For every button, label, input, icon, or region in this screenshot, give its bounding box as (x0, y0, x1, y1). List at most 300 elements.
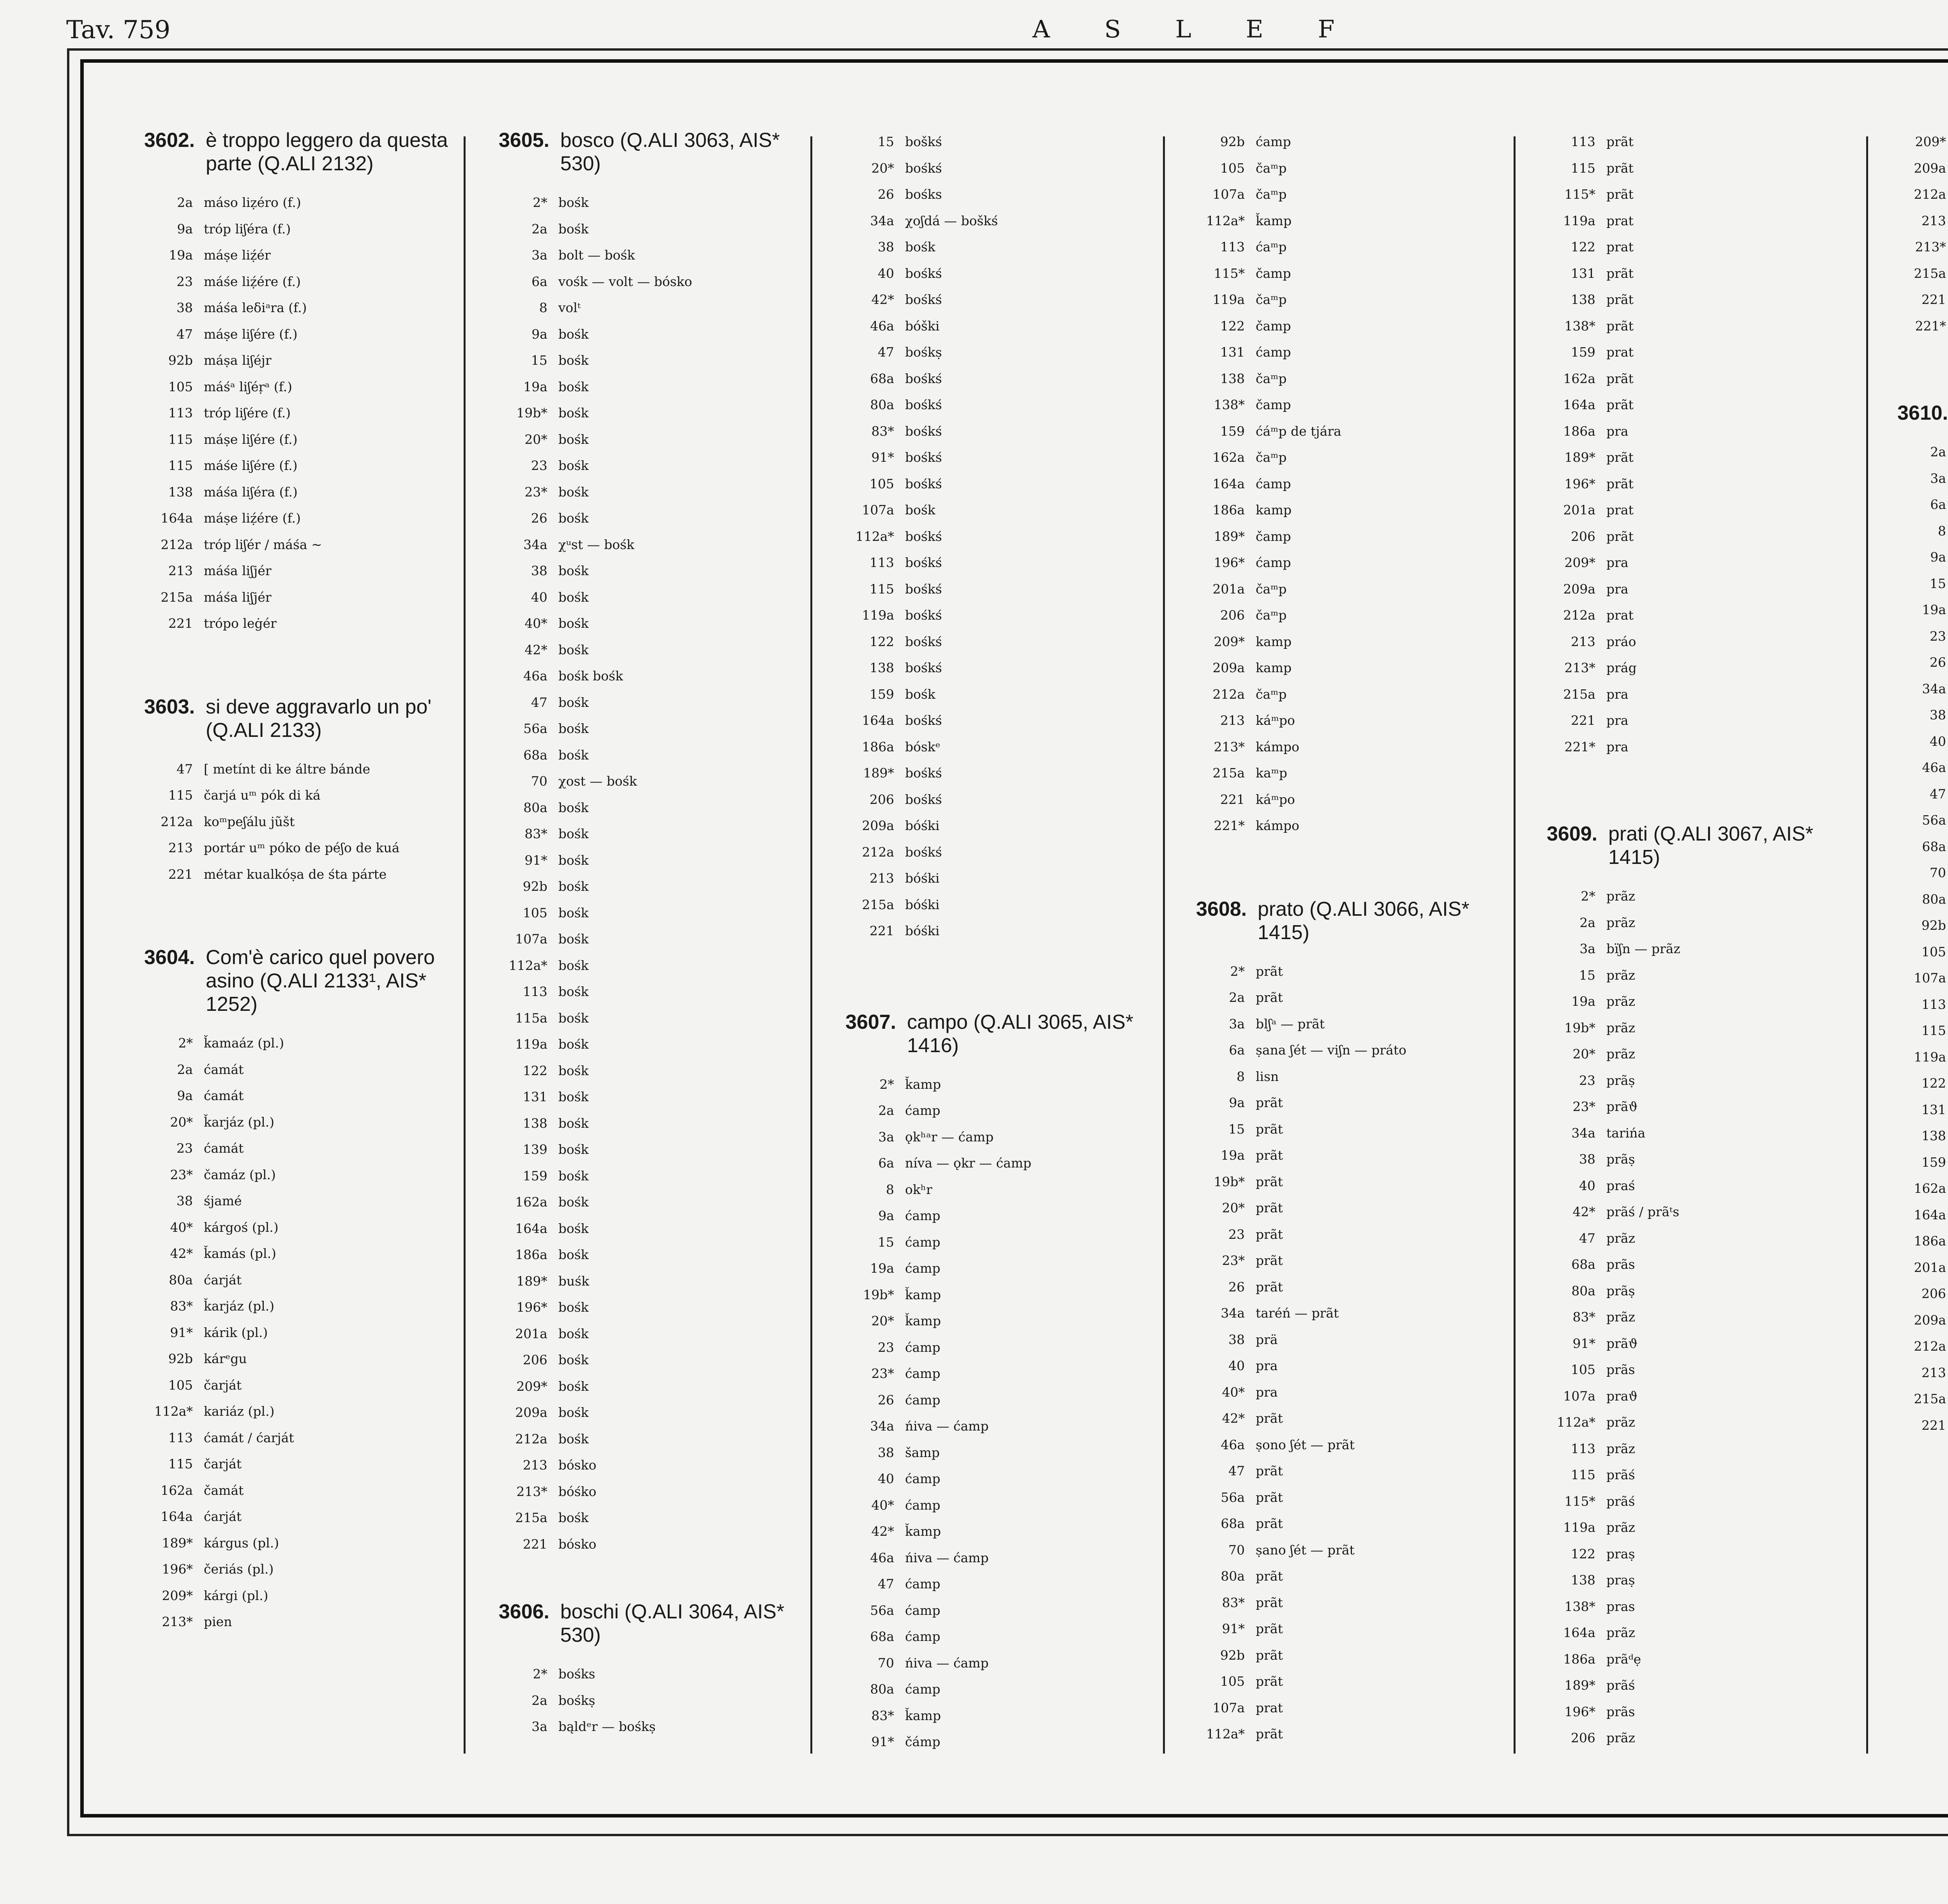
entry-row (144, 1188, 448, 1214)
locality-code: 47 (531, 694, 547, 710)
entry-row (1196, 1300, 1504, 1326)
locality-code: 186a (1563, 1651, 1595, 1667)
entry-row (1547, 1041, 1854, 1067)
entry-row (1547, 1593, 1854, 1620)
dialect-form: bośkś (905, 634, 942, 649)
entry-row (144, 374, 448, 400)
dialect-form: bośkś (905, 608, 942, 623)
dialect-form: bośkś (905, 581, 942, 597)
locality-code: 40* (170, 1219, 193, 1235)
entry-row (845, 918, 1153, 944)
dialect-form: máśa liʃjér (204, 563, 272, 578)
entry-row (144, 1319, 448, 1346)
entry-row (1547, 707, 1854, 734)
locality-code: 159 (1571, 344, 1595, 360)
dialect-form: prãt (1256, 1489, 1283, 1505)
entry-row (845, 1518, 1153, 1545)
locality-code: 115 (1571, 1467, 1595, 1482)
dialect-form: bośk (558, 379, 589, 394)
locality-code: 83* (1222, 1595, 1245, 1610)
dialect-form: prãᵈẹ (1606, 1651, 1641, 1667)
dialect-form: ćamp (905, 1602, 940, 1618)
locality-code: 105 (168, 379, 193, 394)
entry-row (499, 900, 803, 926)
locality-code: 113 (168, 405, 193, 420)
dialect-form: máṣe liẓ́ér (204, 247, 271, 263)
entry-list (1547, 883, 1854, 1751)
locality-code: 164a (161, 1509, 193, 1524)
locality-code: 2* (533, 1666, 547, 1681)
entry-row (499, 268, 803, 295)
dialect-form: prãt (1256, 1121, 1283, 1137)
locality-code: 159 (1922, 1154, 1946, 1170)
locality-code: 196* (162, 1561, 193, 1577)
section-heading (144, 946, 448, 1016)
entry-row (1196, 602, 1504, 629)
section-heading (845, 1010, 1153, 1057)
dialect-form: bośk (558, 1168, 589, 1183)
dialect-form: bośk (558, 1431, 589, 1447)
dialect-form: prãt (1606, 160, 1634, 176)
locality-code: 138 (1922, 1128, 1946, 1143)
locality-code: 19b* (516, 405, 547, 420)
dialect-form: prãt (1256, 1568, 1283, 1584)
locality-code: 115 (1571, 160, 1595, 176)
entry-row (144, 1109, 448, 1136)
dialect-form: bośk (558, 431, 589, 447)
locality-code: 122 (1922, 1076, 1946, 1091)
entry-row (845, 392, 1153, 418)
section-title: prato (Q.ALI 3066, AIS* 1415) (1258, 897, 1470, 944)
column-3 (845, 129, 1153, 1755)
entry-row (1897, 1254, 1948, 1281)
entry-row (1547, 260, 1854, 287)
locality-code: 56a (523, 721, 547, 736)
entry-row (1897, 491, 1948, 518)
dialect-form: ćamp (905, 1234, 940, 1250)
entry-row (1897, 260, 1948, 287)
locality-code: 162a (161, 1482, 193, 1498)
dialect-form: bośkṣ (558, 1692, 595, 1708)
entry-row (845, 208, 1153, 234)
locality-code: 201a (1212, 581, 1245, 597)
dialect-form: prat (1606, 213, 1634, 228)
entry-row (144, 426, 448, 453)
locality-code: 209a (1914, 160, 1946, 176)
locality-code: 138* (1564, 318, 1595, 334)
locality-code: 19a (523, 379, 547, 394)
entry-row (1897, 860, 1948, 886)
entry-row (845, 1150, 1153, 1176)
locality-code: 131 (1220, 344, 1245, 360)
dialect-form: káᵐpo (1256, 791, 1295, 807)
locality-code: 40* (871, 1497, 894, 1513)
dialect-form: prat (1256, 1700, 1283, 1715)
locality-code: 213* (516, 1484, 547, 1499)
locality-code: 34a (870, 1418, 894, 1434)
dialect-form: máśe liẓ́ére (f.) (204, 274, 301, 289)
dialect-form: bośk (558, 1378, 589, 1394)
dialect-form: prãz (1606, 1625, 1635, 1640)
locality-code: 164a (862, 713, 894, 728)
entry-row (1196, 1221, 1504, 1248)
locality-code: 23 (176, 1141, 193, 1156)
dialect-form: bośk (558, 405, 589, 420)
dialect-form: kárgi (pl.) (204, 1588, 268, 1603)
locality-code: 46a (1221, 1437, 1245, 1452)
section-title: Com'è carico quel povero asino (Q.ALI 2133¹, AIS* 1252) (206, 946, 435, 1016)
locality-code: 215a (1212, 765, 1245, 781)
section-3608-continued (1547, 129, 1854, 760)
dialect-form: prãt (1256, 963, 1283, 979)
locality-code: 112a* (1206, 1726, 1245, 1742)
entry-row (499, 532, 803, 558)
entry-row (1196, 234, 1504, 260)
dialect-form: pra (1606, 739, 1629, 754)
entry-row (1897, 623, 1948, 650)
entry-row (144, 1162, 448, 1188)
locality-code: 20* (170, 1114, 193, 1130)
locality-code: 20* (1572, 1046, 1595, 1062)
dialect-form: kariáz (pl.) (204, 1404, 275, 1419)
entry-row (144, 584, 448, 611)
section-number: 3610. (1897, 402, 1948, 424)
locality-code: 115 (168, 1456, 193, 1471)
section-number: 3605. (499, 129, 550, 152)
locality-code: 221 (870, 923, 894, 938)
dialect-form: ćamp (905, 1208, 940, 1223)
entry-row (1897, 129, 1948, 155)
dialect-form: koᵐpeʃálu jũšt (204, 814, 295, 829)
entry-row (1897, 939, 1948, 965)
locality-code: 201a (1914, 1259, 1946, 1275)
entry-row (845, 576, 1153, 602)
dialect-form: máṣa liʃéjr (204, 353, 272, 368)
dialect-form: prãz (1606, 1020, 1635, 1035)
entry-row (845, 1650, 1153, 1676)
locality-code: 91* (871, 1734, 894, 1749)
entry-row (499, 1505, 803, 1531)
locality-code: 80a (1922, 891, 1946, 907)
locality-code: 91* (1222, 1621, 1245, 1636)
entry-row (1547, 1251, 1854, 1278)
entry-row (499, 663, 803, 689)
entry-row (1196, 812, 1504, 839)
locality-code: 105 (168, 1377, 193, 1393)
locality-code: 15 (1228, 1121, 1245, 1137)
locality-code: 23* (1222, 1253, 1245, 1268)
dialect-form: bośk (558, 1063, 589, 1078)
locality-code: 115 (168, 431, 193, 447)
dialect-form: šamp (905, 1445, 940, 1460)
dialect-form: praś (1606, 1178, 1635, 1193)
entry-row (1196, 1510, 1504, 1537)
locality-code: 40 (1930, 733, 1946, 749)
locality-code: 19a (1922, 602, 1946, 617)
dialect-form: bośk (558, 1247, 589, 1262)
dialect-form: prãt (1256, 1174, 1283, 1189)
dialect-form: prãz (1606, 888, 1635, 904)
entry-row (1196, 1695, 1504, 1721)
locality-code: 164a (1212, 476, 1245, 491)
locality-code: 46a (523, 668, 547, 684)
locality-code: 119a (1914, 1049, 1946, 1065)
entry-row (845, 1623, 1153, 1650)
column-4 (1196, 129, 1504, 1747)
locality-code: 113 (870, 555, 894, 570)
locality-code: 6a (1930, 497, 1946, 512)
locality-code: 15 (1579, 967, 1595, 983)
entry-row (1897, 1097, 1948, 1123)
entry-row (1196, 1116, 1504, 1143)
locality-code: 20* (524, 431, 547, 447)
entry-row (144, 861, 448, 888)
locality-code: 107a (515, 931, 547, 947)
locality-code: 186a (1563, 423, 1595, 439)
dialect-form: bośk (558, 826, 589, 841)
locality-code: 186a (515, 1247, 547, 1262)
dialect-form: ćarját (204, 1272, 242, 1288)
entry-row (1897, 155, 1948, 182)
entry-row (1897, 208, 1948, 234)
dialect-form: χᵘst — bośk (558, 537, 635, 552)
locality-code: 159 (870, 686, 894, 702)
dialect-form: ćamp (1256, 555, 1291, 570)
entry-row (1547, 339, 1854, 366)
entry-row (845, 1071, 1153, 1098)
entry-row (1196, 1458, 1504, 1484)
dialect-form: ćamp (905, 1339, 940, 1355)
dialect-form: čeriás (pl.) (204, 1561, 274, 1577)
dialect-form: bośk (558, 879, 589, 894)
locality-code: 215a (1914, 1391, 1946, 1406)
locality-code: 209* (516, 1378, 547, 1394)
dialect-form: prãt (1256, 1095, 1283, 1110)
locality-code: 83* (170, 1298, 193, 1314)
locality-code: 186a (862, 739, 894, 754)
dialect-form: bośkś (905, 476, 942, 491)
dialect-form: bośk (558, 642, 589, 657)
entry-list (499, 1661, 803, 1740)
entry-row (845, 234, 1153, 260)
entry-row (1196, 1090, 1504, 1116)
entry-row (499, 873, 803, 900)
locality-code: 2* (533, 195, 547, 210)
locality-code: 189* (1564, 1678, 1595, 1693)
entry-row (499, 374, 803, 400)
locality-code: 92b (1220, 1647, 1245, 1663)
dialect-form: okʰr (905, 1182, 932, 1197)
locality-code: 80a (169, 1272, 193, 1288)
entry-row (845, 760, 1153, 786)
dialect-form: pra (1606, 555, 1629, 570)
column-divider (1866, 136, 1868, 1754)
dialect-form: prãz (1606, 915, 1635, 930)
locality-code: 221 (168, 616, 193, 631)
dialect-form: práo (1606, 634, 1636, 649)
locality-code: 8 (1938, 523, 1946, 539)
entry-row (845, 523, 1153, 550)
dialect-form: prãt (1606, 371, 1634, 386)
entry-row (845, 602, 1153, 629)
locality-code: 159 (1220, 423, 1245, 439)
entry-row (1897, 702, 1948, 728)
dialect-form: bośk (558, 1115, 589, 1131)
entry-row (1897, 965, 1948, 991)
locality-code: 26 (1228, 1279, 1245, 1295)
locality-code: 215a (1563, 686, 1595, 702)
dialect-form: praṣ (1606, 1546, 1635, 1561)
entry-row (1547, 629, 1854, 655)
locality-code: 212a (1914, 187, 1946, 202)
locality-code: 115 (168, 458, 193, 473)
dialect-form: bóški (905, 318, 940, 334)
locality-code: 47 (878, 344, 894, 360)
entry-row (144, 1135, 448, 1162)
dialect-form: ńiva — ćamp (905, 1418, 989, 1434)
dialect-form: pra (1606, 581, 1629, 597)
dialect-form: bóśki (905, 897, 940, 912)
section-heading (1196, 897, 1504, 944)
locality-code: 83* (524, 826, 547, 841)
entry-list (144, 1030, 448, 1635)
locality-code: 3a (1930, 470, 1946, 486)
entry-row (845, 1597, 1153, 1624)
dialect-form: prãs (1606, 1362, 1635, 1377)
entry-row (1547, 1146, 1854, 1173)
entry-row (845, 1097, 1153, 1124)
entry-row (1547, 883, 1854, 910)
entry-row (1196, 1169, 1504, 1195)
locality-code: 40 (1579, 1178, 1595, 1193)
entry-row (1897, 1307, 1948, 1334)
dialect-form: ćamp (1256, 344, 1291, 360)
dialect-form: prãz (1606, 1230, 1635, 1246)
locality-code: 3a (531, 1719, 547, 1734)
locality-code: 80a (1571, 1283, 1595, 1298)
dialect-form: ćamp (905, 1261, 940, 1276)
entry-row (1547, 234, 1854, 260)
entry-row (144, 558, 448, 584)
locality-code: 113 (168, 1430, 193, 1445)
entry-row (1897, 1149, 1948, 1176)
locality-code: 138 (1220, 371, 1245, 386)
dialect-form: máso liẓéro (f.) (204, 195, 301, 210)
entry-row (1547, 1383, 1854, 1409)
entry-row (1196, 1353, 1504, 1379)
entry-row (499, 637, 803, 663)
entry-row (1196, 497, 1504, 523)
entry-row (1897, 1360, 1948, 1386)
dialect-form: prãz (1606, 1520, 1635, 1535)
locality-code: 213 (1571, 634, 1595, 649)
entry-row (845, 629, 1153, 655)
entry-row (499, 1268, 803, 1295)
entry-row (1196, 339, 1504, 366)
entry-row (1897, 1202, 1948, 1228)
locality-code: 164a (515, 1220, 547, 1236)
dialect-form: prãt (1256, 1621, 1283, 1636)
entry-row (1897, 518, 1948, 544)
locality-code: 40* (524, 616, 547, 631)
dialect-form: prãś / prãᵗs (1606, 1204, 1680, 1219)
entry-row (499, 795, 803, 821)
section-title: prati (Q.ALI 3067, AIS* 1415) (1608, 823, 1814, 869)
entry-row (1547, 418, 1854, 445)
dialect-form: bośkś (905, 844, 942, 860)
entry-row (1897, 570, 1948, 597)
entry-row (499, 558, 803, 584)
entry-row (1196, 958, 1504, 985)
locality-code: 215a (1914, 265, 1946, 281)
entry-row (845, 655, 1153, 681)
entry-row (845, 786, 1153, 813)
dialect-form: pra (1256, 1358, 1278, 1373)
locality-code: 19b* (1214, 1174, 1245, 1189)
entry-row (1547, 1436, 1854, 1462)
locality-code: 68a (523, 747, 547, 763)
locality-code: 196* (516, 1300, 547, 1315)
section-number: 3606. (499, 1600, 550, 1623)
entry-list (144, 756, 448, 888)
dialect-form: prãt (1256, 1726, 1283, 1742)
locality-code: 47 (1228, 1463, 1245, 1478)
locality-code: 23 (176, 274, 193, 289)
locality-code: 115* (1214, 265, 1245, 281)
dialect-form: bośks (905, 187, 942, 202)
dialect-form: káᵐpo (1256, 713, 1295, 728)
entry-row (1897, 1044, 1948, 1070)
locality-code: 23 (531, 458, 547, 473)
dialect-form: bośk (558, 484, 589, 500)
locality-code: 105 (1220, 160, 1245, 176)
locality-code: 26 (531, 510, 547, 526)
dialect-form: ṣano ʃét — prãt (1256, 1542, 1355, 1558)
dialect-form: pra (1256, 1384, 1278, 1400)
entry-row (845, 892, 1153, 918)
locality-code: 119a (1212, 292, 1245, 307)
locality-code: 221* (1564, 739, 1595, 754)
dialect-form: pien (204, 1614, 232, 1629)
entry-row (144, 1346, 448, 1372)
dialect-form: bośk (558, 195, 589, 210)
locality-code: 113 (1922, 996, 1946, 1012)
dialect-form: máśa liʃjér (204, 589, 272, 605)
locality-code: 23* (871, 1366, 894, 1381)
dialect-form: bośk (558, 1089, 589, 1104)
locality-code: 92b (168, 1351, 193, 1366)
locality-code: 113 (523, 984, 547, 999)
dialect-form: bośk (905, 502, 935, 518)
locality-code: 8 (539, 300, 547, 315)
locality-code: 196* (1564, 476, 1595, 491)
entry-row (1196, 1432, 1504, 1458)
entry-row (1196, 760, 1504, 786)
entry-row (499, 1426, 803, 1452)
dialect-form: čamp (1256, 318, 1291, 334)
dialect-form: čaᵐp (1256, 450, 1287, 465)
entry-row (499, 452, 803, 479)
entry-row (499, 1713, 803, 1740)
entry-row (1196, 1011, 1504, 1037)
locality-code: 80a (1221, 1568, 1245, 1584)
locality-code: 105 (1922, 944, 1946, 959)
entry-row (1196, 629, 1504, 655)
dialect-form: ǩamás (pl.) (204, 1246, 276, 1261)
dialect-form: χoʃdá — boškś (905, 213, 998, 228)
entry-row (499, 347, 803, 374)
locality-code: 105 (1571, 1362, 1595, 1377)
